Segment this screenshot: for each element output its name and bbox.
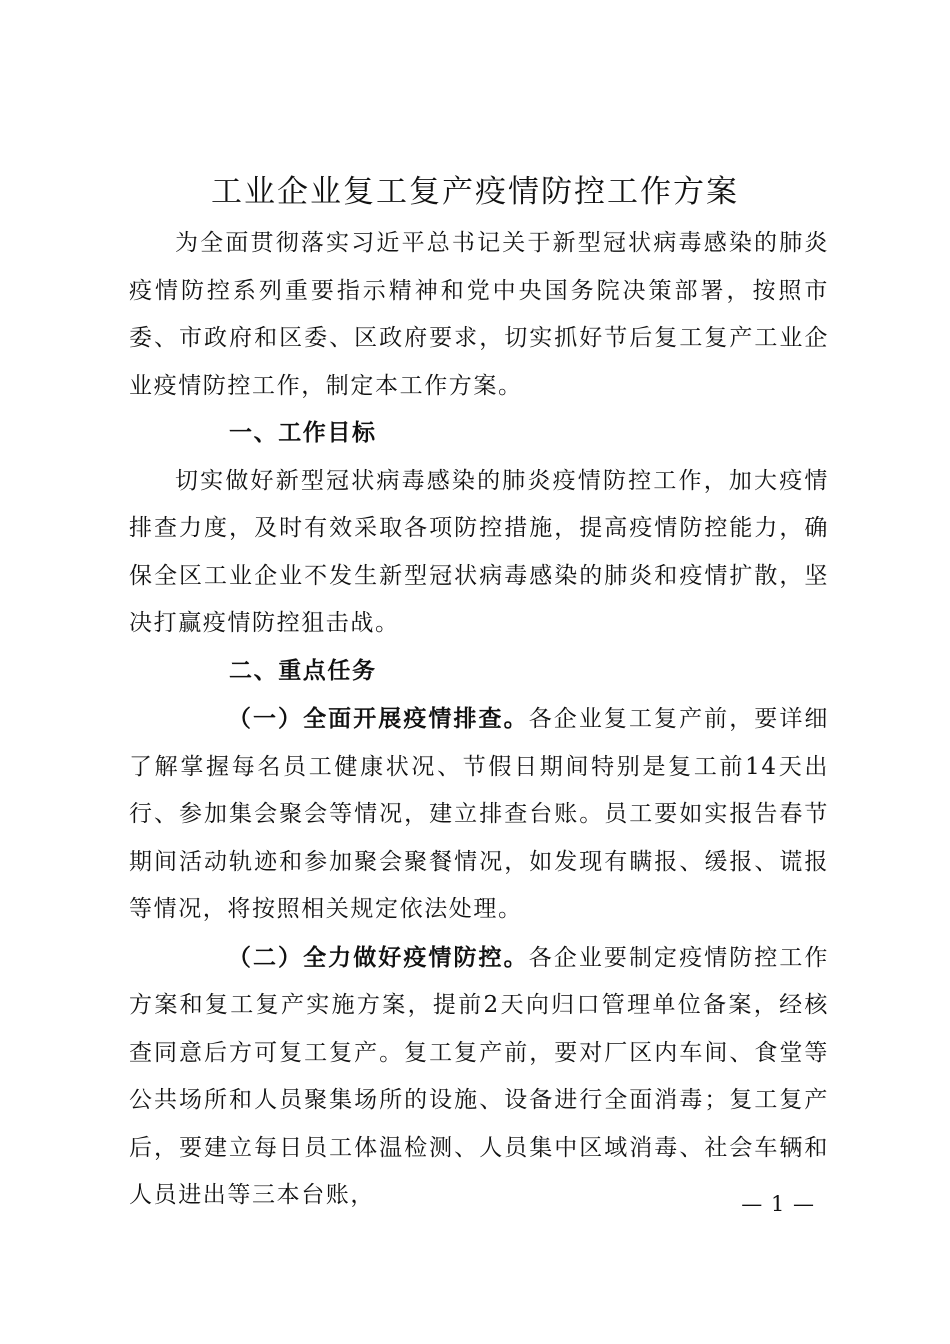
intro-paragraph: 为全面贯彻落实习近平总书记关于新型冠状病毒感染的肺炎疫情防控系列重要指示精神和党中央国务院决策部署，按照市委、市政府和区委、区政府要求，切实抓好节后复工复产工业企业疫情防控工作，制定本工作方案。 bbox=[129, 230, 829, 399]
task-paragraph-1 bbox=[129, 695, 829, 934]
task-paragraph-2 bbox=[129, 934, 829, 1220]
section-heading-goals: 一、工作目标 bbox=[229, 420, 377, 446]
page-number: — 1 — bbox=[741, 1192, 815, 1216]
document-body bbox=[129, 220, 829, 1220]
task-1-text: 各企业复工复产前，要详细了解掌握每名员工健康状况、节假日期间特别是复工前14天出行、参加集会聚会等情况，建立排查台账。员工要如实报告春节期间活动轨迹和参加聚会聚餐情况，如发现有瞒报、缓报、谎报等情况，将按照相关规定依法处理。 bbox=[129, 706, 830, 922]
section-heading-tasks: 二、重点任务 bbox=[229, 657, 377, 684]
task-1-title: （一）全面开展疫情排查。 bbox=[227, 705, 529, 732]
task-2-title: （二）全力做好疫情防控。 bbox=[227, 943, 529, 971]
goals-paragraph: 切实做好新型冠状病毒感染的肺炎疫情防控工作，加大疫情排查力度，及时有效采取各项防控措施，提高疫情防控能力，确保全区工业企业不发生新型冠状病毒感染的肺炎和疫情扩散，坚决打赢疫情防控狙击战。 bbox=[129, 467, 829, 636]
document-title: 工业企业复工复产疫情防控工作方案 bbox=[211, 174, 739, 210]
task-2-text: 各企业要制定疫情防控工作方案和复工复产实施方案，提前2天向归口管理单位备案，经核查同意后方可复工复产。复工复产前，要对厂区内车间、食堂等公共场所和人员聚集场所的设施、设备进行全面消毒；复工复产后，要建立每日员工体温检测、人员集中区域消毒、社会车辆和人员进出等三本台账， bbox=[129, 944, 830, 1208]
